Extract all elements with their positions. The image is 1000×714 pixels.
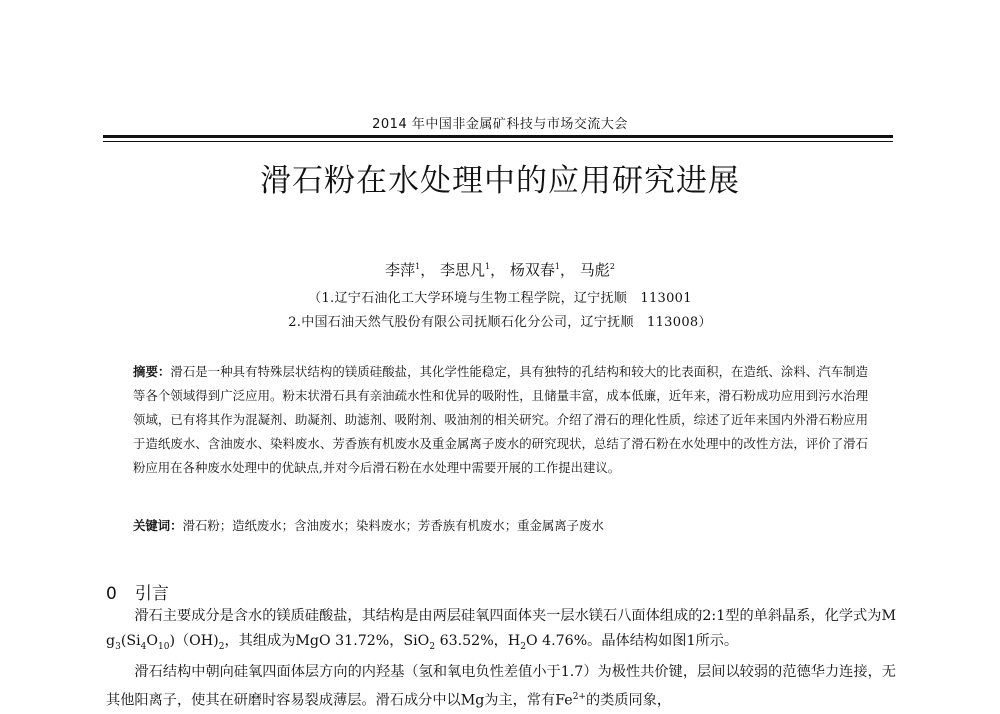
- para1-text: 滑石主要成分是含水的镁质硅酸盐，其结构是由两层硅氧四面体夹一层水镁石八面体组成的2:1型的单斜晶系，化学式为Mg: [106, 608, 896, 649]
- para1-subscript: 2: [520, 641, 526, 652]
- paper-title: 滑石粉在水处理中的应用研究进展: [260, 163, 740, 199]
- abstract-text: 滑石是一种具有特殊层状结构的镁质硅酸盐，其化学性能稳定，具有独特的孔结构和较大的比表面积，在造纸、涂料、汽车制造等各个领域得到广泛应用。粉末状滑石具有亲油疏水性和优异的吸附性，且储量丰富，成本低廉，近年来，滑石粉成功应用到污水治理领域，已有将其作为混凝剂、助凝剂、助滤剂、吸附剂、吸油剂的相关研究。介绍了滑石的理化性质，综述了近年来国内外滑石粉应用于造纸废水、含油废水、染料废水、芳香族有机废水及重金属离子废水的研究现状，总结了滑石粉在水处理中的改性方法，评价了滑石粉应用在各种废水处理中的优缺点,并对今后滑石粉在水处理中需要开展的工作提出建议。: [133, 364, 869, 475]
- para1-text: 63.52%，H: [435, 633, 521, 649]
- affiliation-1: （1.辽宁石油化工大学环境与生物工程学院，辽宁抚顺 113001: [308, 291, 692, 306]
- para1-subscript: 3: [115, 641, 121, 652]
- keywords-label: 关键词：: [133, 518, 183, 533]
- section-number: 0: [106, 584, 117, 604]
- author-separator: ，: [490, 261, 506, 279]
- running-head: 2014 年中国非金属矿科技与市场交流大会: [372, 117, 628, 132]
- paragraph-2: [106, 660, 896, 714]
- para1-subscript: 4: [140, 641, 147, 652]
- author-affil-mark: 2: [609, 262, 615, 271]
- author-affil-mark: 1: [415, 262, 421, 271]
- author-list: [0, 259, 1000, 281]
- author-name: 杨双春: [509, 261, 555, 279]
- abstract: [133, 360, 868, 480]
- header-rule-thick: [103, 135, 893, 138]
- para1-text: O: [146, 633, 158, 649]
- author-separator: ，: [560, 261, 576, 279]
- para2-text: 滑石结构中朝向硅氧四面体层方向的内羟基（氢和氧电负性差值小于1.7）为极性共价键，层间以较弱的范德华力连接，无其他阳离子，使其在研磨时容易裂成薄层。滑石成分中以Mg为主，常有Fe: [106, 663, 896, 709]
- body-text: [106, 604, 896, 714]
- para1-text: ，其组成为MgO 31.72%，SiO: [224, 633, 430, 649]
- para1-text: (Si: [120, 633, 141, 649]
- paragraph-1: [106, 604, 896, 660]
- para1-subscript: 2: [429, 641, 436, 652]
- section-title: 引言: [134, 584, 169, 604]
- author-separator: ，: [420, 261, 436, 279]
- para1-text: O 4.76%。晶体结构如图1所示。: [525, 633, 739, 649]
- para2-text: 的类质同象，: [585, 692, 672, 709]
- author-affil-mark: 1: [485, 262, 491, 271]
- author-name: 李思凡: [439, 261, 485, 279]
- para1-subscript: 10: [158, 641, 170, 652]
- para2-superscript: 2+: [572, 691, 586, 702]
- header-rule-thin: [103, 141, 893, 142]
- para1-text: )（OH): [169, 633, 219, 649]
- author-name: 马彪: [579, 261, 610, 279]
- affiliation-2: 2.中国石油天然气股份有限公司抚顺石化分公司，辽宁抚顺 113008）: [288, 315, 712, 330]
- keywords: [133, 515, 868, 537]
- para1-subscript: 2: [218, 641, 225, 652]
- abstract-label: 摘要：: [133, 364, 171, 379]
- author-name: 李萍: [385, 261, 416, 279]
- keywords-text: 滑石粉；造纸废水；含油废水；染料废水；芳香族有机废水；重金属离子废水: [182, 518, 604, 533]
- author-affil-mark: 1: [554, 262, 560, 271]
- section-heading-introduction: [106, 579, 169, 604]
